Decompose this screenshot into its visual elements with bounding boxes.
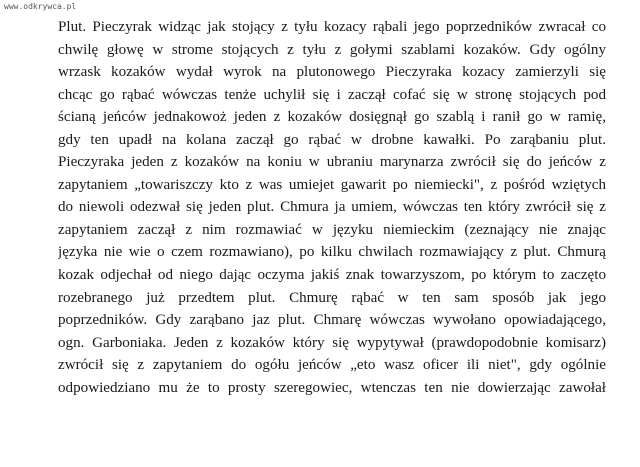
text-line: chcąc go rąbać wówczas tenże uchylił się i zaczął cofać się w stronę stojących pod [58, 86, 606, 103]
text-line: ogn. Garboniaka. Jeden z kozaków który się wypytywał (prawdopodobnie komisarz) [58, 334, 606, 351]
text-line: zapytaniem „towariszczy kto z was umiejet gawarit po niemiecki", z pośród wziętych [58, 176, 606, 193]
text-line: gdy ten upadł na kolana zaczął go rąbać w drobne kawałki. Po zarąbaniu plut. [58, 131, 606, 148]
text-line: odpowiedziano mu że to prosty szeregowiec, wtenczas ten nie dowierzając zawołał [58, 379, 606, 396]
text-line: ścianą jeńców jednakowoż jeden z kozaków dosięgnął go szablą i ranił go w ramię, [58, 109, 606, 126]
text-line: Pieczyraka jeden z kozaków na koniu w ubraniu marynarza zwrócił się do jeńców z [58, 154, 606, 171]
text-line: poprzedników. Gdy zarąbano jaz plut. Chmarę wówczas wywołano opowiadającego, [58, 312, 606, 329]
text-line: Plut. Pieczyrak widząc jak stojący z tyłu kozacy rąbali jego poprzedników zwracał co [58, 19, 606, 35]
text-line: języka nie wie o czem rozmawiano), po kilku chwilach rozmawiający z plut. Chmurą [58, 244, 606, 261]
text-line: chwilę głowę w strome stojących z tyłu z gołymi szablami kozaków. Gdy ogólny [58, 41, 606, 58]
text-line: zwrócił się z zapytaniem do ogółu jeńców „eto wasz oficer ili niet", gdy ogólnie [58, 357, 606, 374]
text-line: zapytaniem zaczął z nim rozmawiać w języku niemieckim (zeznający nie znając [58, 221, 606, 238]
document-body [58, 16, 606, 399]
text-line: rozebranego już przedtem plut. Chmurę rąbać w ten sam sposób jak jego [58, 289, 606, 306]
text-line: wrzask kozaków wydał wyrok na plutonowego Pieczyraka kozacy zamierzyli się [58, 64, 606, 81]
watermark: www.odkrywca.pl [4, 2, 77, 11]
text-line: do niewoli odezwał się jeden plut. Chmura ja umiem, wówczas ten który zwrócił się z [58, 199, 606, 216]
text-line: kozak odjechał od niego dając oczyma jakiś znak towarzyszom, po którym to zaczęto [58, 267, 606, 284]
